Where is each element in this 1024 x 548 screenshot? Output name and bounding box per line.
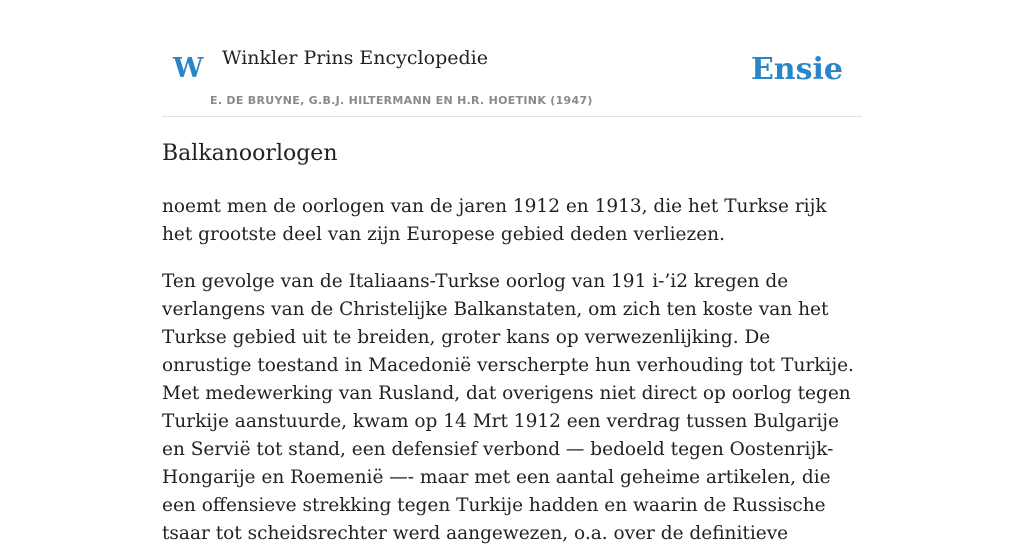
source-title[interactable]: Winkler Prins Encyclopedie	[222, 47, 488, 69]
article	[162, 136, 862, 548]
source-header	[162, 0, 862, 117]
article-paragraph: Ten gevolge van de Italiaans-Turkse oorlog van 191 i-’i2 kregen de verlangens van de Christelijke Balkanstaten, om zich ten koste van het Turkse gebied uit te breiden, groter kans op verwezenlijking. De onrustige toestand in Macedonië verscherpte hun verhouding tot Turkije. Met medewerking van Rusland, dat overigens niet direct op oorlog tegen Turkije aanstuurde, kwam op 14 Mrt 1912 een verdrag tussen Bulgarije en Servië tot stand, een defensief verbond — bedoeld tegen Oostenrijk-Hongarije en Roemenië —- maar met een aantal geheime artikelen, die een offensieve strekking tegen Turkije hadden en waarin de Russische tsaar tot scheidsrechter werd aangewezen, o.a. over de definitieve	[162, 271, 854, 544]
article-title: Balkanoorlogen	[162, 141, 338, 166]
winkler-prins-logo[interactable]: W	[173, 53, 204, 84]
article-paragraph: noemt men de oorlogen van de jaren 1912 en 1913, die het Turkse rijk het grootste deel van zijn Europese gebied deden verliezen.	[162, 196, 827, 245]
ensie-logo[interactable]: Ensie	[750, 52, 843, 87]
source-authors: E. DE BRUYNE, G.B.J. HILTERMANN EN H.R. HOETINK (1947)	[210, 94, 593, 107]
